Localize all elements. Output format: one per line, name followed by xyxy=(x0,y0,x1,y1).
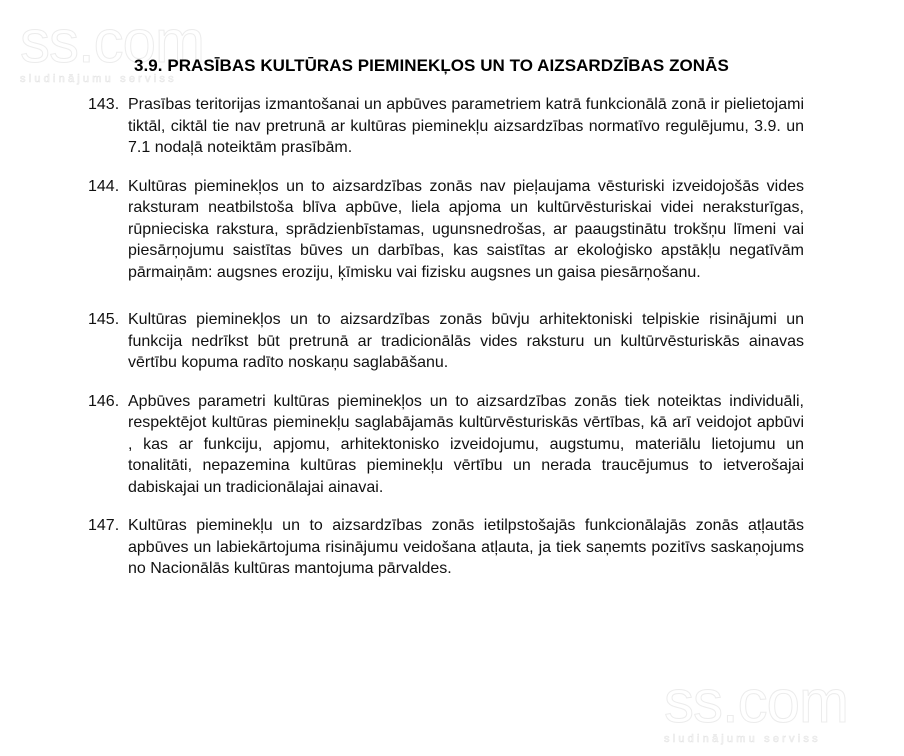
clause-145 xyxy=(88,309,804,374)
watermark-tagline: sludinājumu serviss xyxy=(664,733,821,745)
clause-number: 143. xyxy=(88,96,120,113)
clause-144 xyxy=(88,176,804,284)
watermark-logo-text: ss.com xyxy=(20,8,205,75)
clause-number: 147. xyxy=(88,517,120,534)
clause-146 xyxy=(88,391,804,499)
clause-text: Kultūras pieminekļos un to aizsardzības zonās nav pieļaujama vēsturiski izveidojošās vides raksturam neatbilstoša blīva apbūve, liela apjoma un kultūrvēsturiskai videi neraksturīgas, rūpnieciska rakstura, sprādzienbīstamas, ugunsnedrošas, ar paaugstinātu trokšņu līmeni vai piesārņojumu saistītas būves un darbības, kas saistītas ar ekoloģisko apstākļu negatīvām pārmaiņām: augsnes eroziju, ķīmisku vai fizisku augsnes un gaisa piesārņošanu. xyxy=(128,177,804,281)
clause-number: 146. xyxy=(88,392,120,410)
clause-number: 145. xyxy=(88,311,120,328)
clause-text: Prasības teritorijas izmantošanai un apbūves parametriem katrā funkcionālā zonā ir pielietojami tiktāl, ciktāl tie nav pretrunā ar kultūras pieminekļu aizsardzības normatīvo regulējumu, 3.9. un 7.1 nodaļā noteiktām prasībām. xyxy=(128,96,804,156)
clause-147 xyxy=(88,515,804,580)
clause-text: Kultūras pieminekļu un to aizsardzības zonās ietilpstošajās funkcionālajās zonās atļautās apbūves un labiekārtojuma risinājumu veidošana atļauta, ja tiek saņemts pozitīvs saskaņojums no Nacionālās kultūras mantojuma pārvaldes. xyxy=(128,517,804,577)
clause-list xyxy=(88,94,804,580)
clause-text: Apbūves parametri kultūras pieminekļos un to aizsardzības zonās tiek noteiktas individuāli, respektējot kultūras pieminekļu saglabājamās kultūrvēsturiskās vērtības, kā arī veidojot apbūvi , kas ar funkciju, apjomu, arhitektonisko izveidojumu, augstumu, materiālu lietojumu un tonalitāti, nepazemina kultūras pieminekļu vērtību un nerada traucējumus to ietverošajai dabiskajai un tradicionālajai ainavai. xyxy=(128,392,804,496)
clause-text: Kultūras pieminekļos un to aizsardzības zonās būvju arhitektoniski telpiskie risinājumi un funkcija nedrīkst būt pretrunā ar tradicionālās vides raksturu un kultūrvēsturiskās ainavas vērtību kopuma radīto noskaņu saglabāšanu. xyxy=(128,311,804,371)
watermark-tagline: sludinājumu serviss xyxy=(20,73,177,85)
clause-number: 144. xyxy=(88,177,120,195)
watermark-logo-bottom xyxy=(664,668,849,745)
watermark-logo-text: ss.com xyxy=(664,668,849,735)
clause-143 xyxy=(88,94,804,159)
section-title: 3.9. PRASĪBAS KULTŪRAS PIEMINEKĻOS UN TO AIZSARDZĪBAS ZONĀS xyxy=(134,56,729,75)
